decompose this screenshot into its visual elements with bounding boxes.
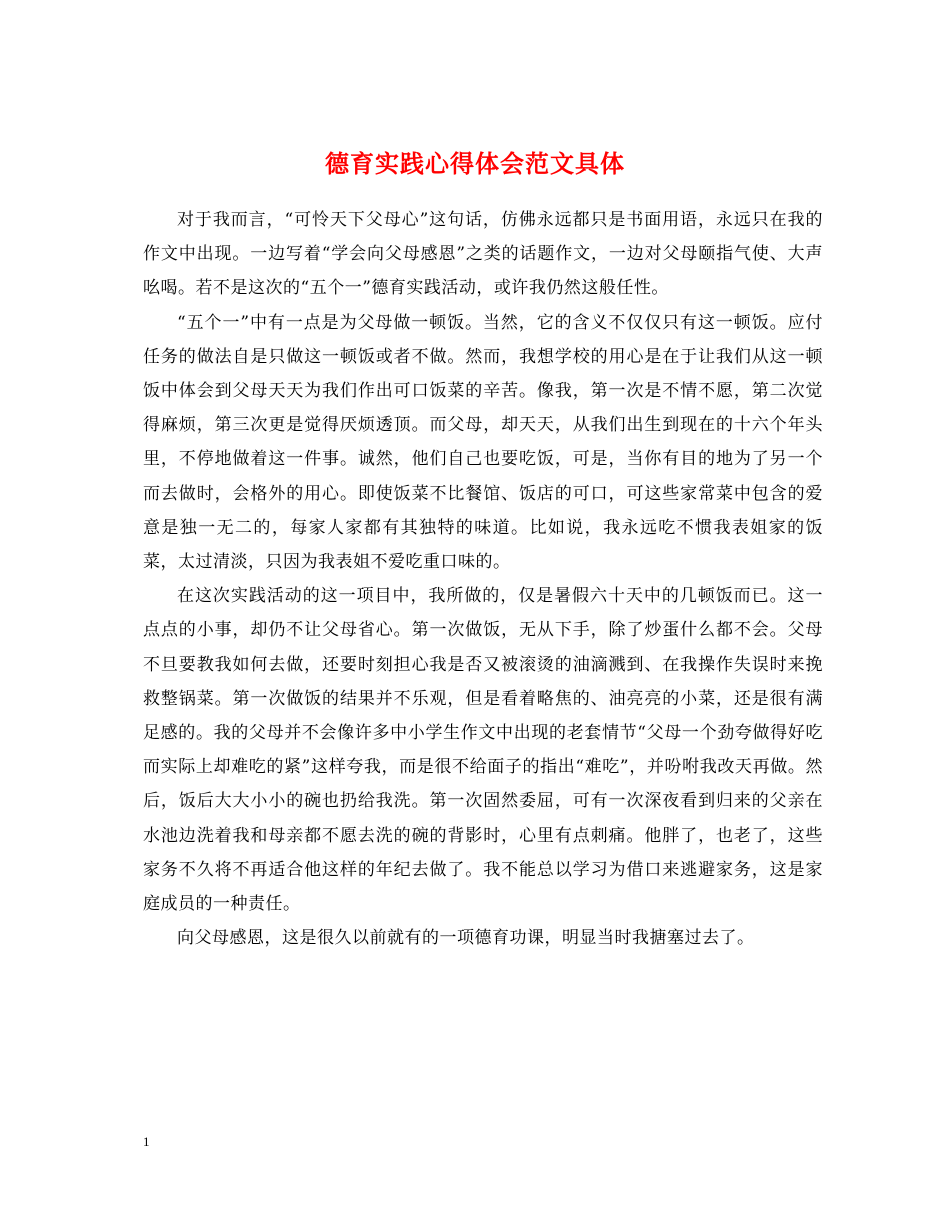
paragraph: 在这次实践活动的这一项目中，我所做的，仅是暑假六十天中的几顿饭而已。这一点点的小事，却仍不让父母省心。第一次做饭，无从下手，除了炒蛋什么都不会。父母不旦要教我如何去做，还要时刻担心我是否又被滚烫的油滴溅到、在我操作失误时来挽救整锅菜。第一次做饭的结果并不乐观，但是看着略焦的、油亮亮的小菜，还是很有满足感的。我的父母并不会像许多中小学生作文中出现的老套情节“父母一个劲夸做得好吃而实际上却难吃的紧”这样夸我，而是很不给面子的指出“难吃”，并吩咐我改天再做。然后，饭后大大小小的碗也扔给我洗。第一次固然委屈，可有一次深夜看到归来的父亲在水池边洗着我和母亲都不愿去洗的碗的背影时，心里有点刺痛。他胖了，也老了，这些家务不久将不再适合他这样的年纪去做了。我不能总以学习为借口来逃避家务，这是家庭成员的一种责任。 <box>143 586 823 915</box>
page-number: 1 <box>143 1134 150 1149</box>
paragraph: “五个一”中有一点是为父母做一顿饭。当然，它的含义不仅仅只有这一顿饭。应付任务的做法自是只做这一顿饭或者不做。然而，我想学校的用心是在于让我们从这一顿饭中体会到父母天天为我们作出可口饭菜的辛苦。像我，第一次是不情不愿，第二次觉得麻烦，第三次更是觉得厌烦透顶。而父母，却天天，从我们出生到现在的十六个年头里，不停地做着这一件事。诚然，他们自己也要吃饭，可是，当你有目的地为了另一个而去做时，会格外的用心。即使饭菜不比餐馆、饭店的可口，可这些家常菜中包含的爱意是独一无二的，每家人家都有其独特的味道。比如说，我永远吃不惯我表姐家的饭菜，太过清淡，只因为我表姐不爱吃重口味的。 <box>143 312 823 573</box>
document-body <box>143 203 823 955</box>
paragraph: 对于我而言，“可怜天下父母心”这句话，仿佛永远都只是书面用语，永远只在我的作文中出现。一边写着“学会向父母感恩”之类的话题作文，一边对父母颐指气使、大声吆喝。若不是这次的“五个一”德育实践活动，或许我仍然这般任性。 <box>143 210 823 299</box>
paragraph: 向父母感恩，这是很久以前就有的一项德育功课，明显当时我搪塞过去了。 <box>177 928 755 949</box>
document-title: 德育实践心得体会范文具体 <box>325 149 625 179</box>
